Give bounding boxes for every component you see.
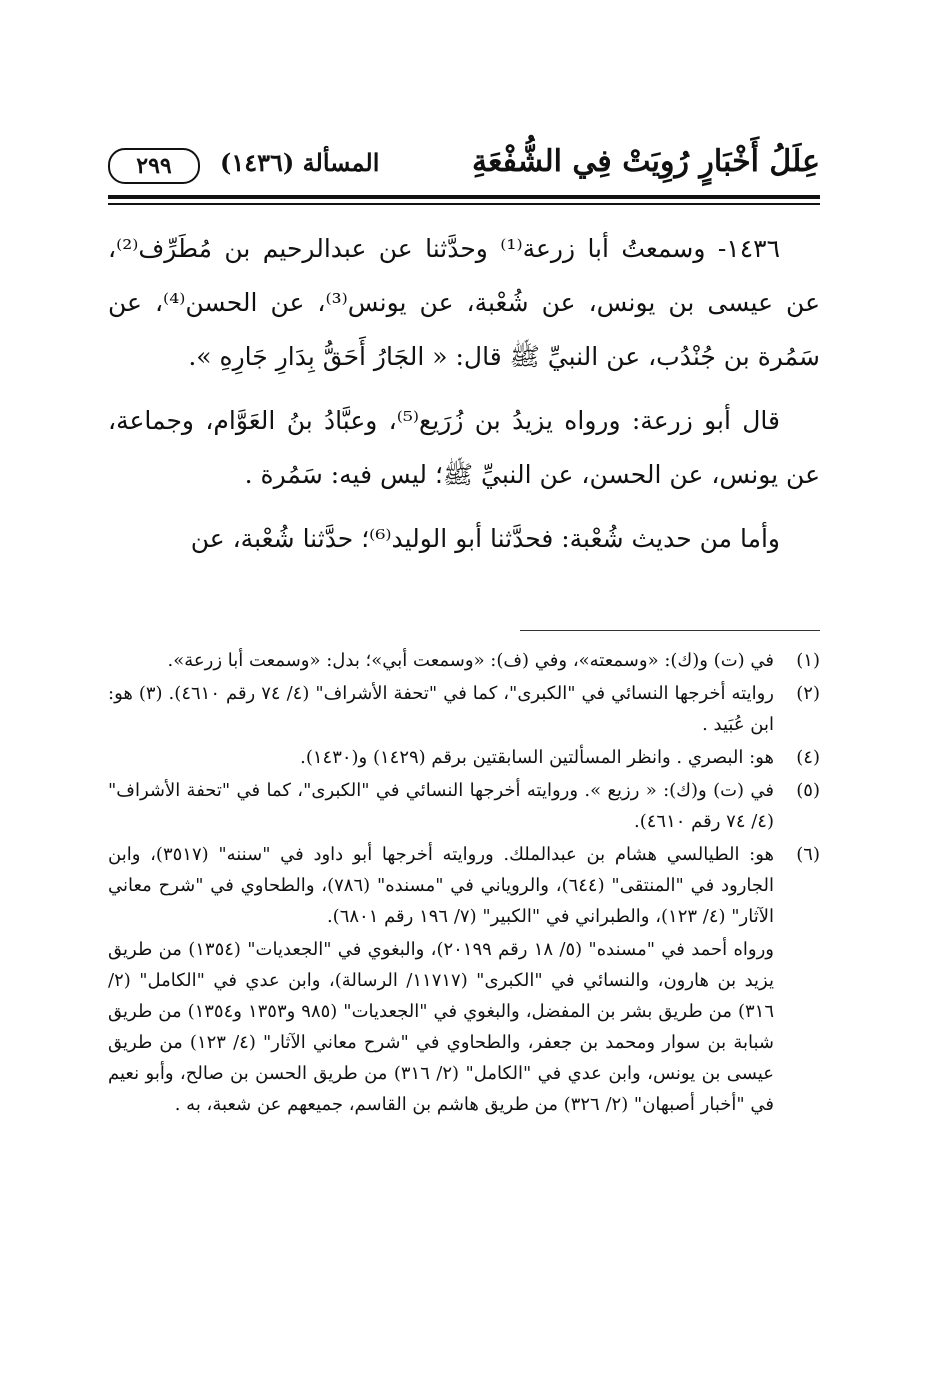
header-rule-thin: [108, 203, 820, 205]
page-number: ٢٩٩: [136, 153, 172, 179]
page-number-badge: [108, 148, 200, 184]
page-header: [108, 140, 820, 190]
footnote-text: في (ت) و(ك): « رزيع ». وروايته أخرجها النسائي في "الكبرى"، كما في "تحفة الأشراف" (٤/ ٧٤ رقم ٤٦١٠).: [108, 780, 774, 832]
footnote-2: [108, 678, 820, 740]
footnote-6: [108, 839, 820, 932]
footnote-number: (١): [796, 650, 820, 671]
footnote-separator: [520, 630, 820, 631]
paragraph-1: ١٤٣٦- وسمعتُ أبا زرعة⁽¹⁾ وحدَّثنا عن عبدالرحيم بن مُطَرِّف⁽²⁾، عن عيسى بن يونس، عن شُعْبة، عن يونس⁽³⁾، عن الحسن⁽⁴⁾، عن سَمُرة بن جُنْدُب، عن النبيِّ ﷺ قال: « الجَارُ أَحَقُّ بِدَارِ جَارِهِ ».: [108, 234, 820, 371]
footnote-1: [108, 645, 820, 676]
footnotes: [108, 645, 820, 1120]
footnote-text: هو: الطيالسي هشام بن عبدالملك. وروايته أخرجها أبو داود في "سننه" (٣٥١٧)، وابن الجارود في "المنتقى" (٦٤٤)، والروياني في "مسنده" (٧٨٦)، والطحاوي في "شرح معاني الآثار" (٤/ ١٢٣)، والطبراني في "الكبير" (٧/ ١٩٦ رقم ٦٨٠١).: [108, 844, 774, 927]
paragraph-2: قال أبو زرعة: ورواه يزيدُ بن زُرَيع⁽⁵⁾، وعبَّادُ بنُ العَوَّام، وجماعة، عن يونس، عن الحسن، عن النبيِّ ﷺ؛ ليس فيه: سَمُرة .: [108, 406, 820, 489]
footnote-number: (٤): [796, 747, 820, 768]
footnote-number: (٥): [796, 780, 820, 801]
footnote-4: [108, 742, 820, 773]
footnote-text: روايته أخرجها النسائي في "الكبرى"، كما في "تحفة الأشراف" (٤/ ٧٤ رقم ٤٦١٠). (٣) هو: ابن عُبَيد .: [108, 683, 774, 735]
footnote-text: في (ت) و(ك): «وسمعته»، وفي (ف): «وسمعت أبي»؛ بدل: «وسمعت أبا زرعة».: [167, 650, 774, 671]
footnote-text: هو: البصري . وانظر المسألتين السابقتين برقم (١٤٢٩) و(١٤٣٠).: [300, 747, 774, 768]
main-text: [108, 222, 820, 576]
footnote-6-continuation: ورواه أحمد في "مسنده" (٥/ ١٨ رقم ٢٠١٩٩)، والبغوي في "الجعديات" (١٣٥٤) من طريق يزيد بن هارون، والنسائي في "الكبرى" (١١٧١٧/ الرسالة)، وابن عدي في "الكامل" (٢/ ٣١٦) من طريق بشر بن المفضل، والبغوي في "الجعديات" (٩٨٥ و١٣٥٣ و١٣٥٤) من طريق شبابة بن سوار ومحمد بن جعفر، والطحاوي في "شرح معاني الآثار" (٤/ ١٢٣) من طريق عيسى بن يونس، وابن عدي في "الكامل" (٢/ ٣١٦) من طريق الحسن بن صالح، وأبو نعيم في "أخبار أصبهان" (٢/ ٣٢٦) من طريق هاشم بن القاسم، جميعهم عن شعبة، به .: [108, 939, 774, 1115]
header-rule-thick: [108, 195, 820, 199]
paragraph-3: وأما من حديث شُعْبة: فحدَّثنا أبو الوليد⁽⁶⁾؛ حدَّثنا شُعْبة، عن: [190, 524, 780, 553]
running-title: عِلَلُ أَخْبَارٍ رُوِيَتْ فِي الشُّفْعَةِ: [472, 144, 820, 179]
footnote-5: [108, 775, 820, 837]
footnote-number: (٢): [796, 683, 820, 704]
masala-label: المسألة (١٤٣٦): [220, 148, 380, 177]
footnote-number: (٦): [796, 844, 820, 865]
